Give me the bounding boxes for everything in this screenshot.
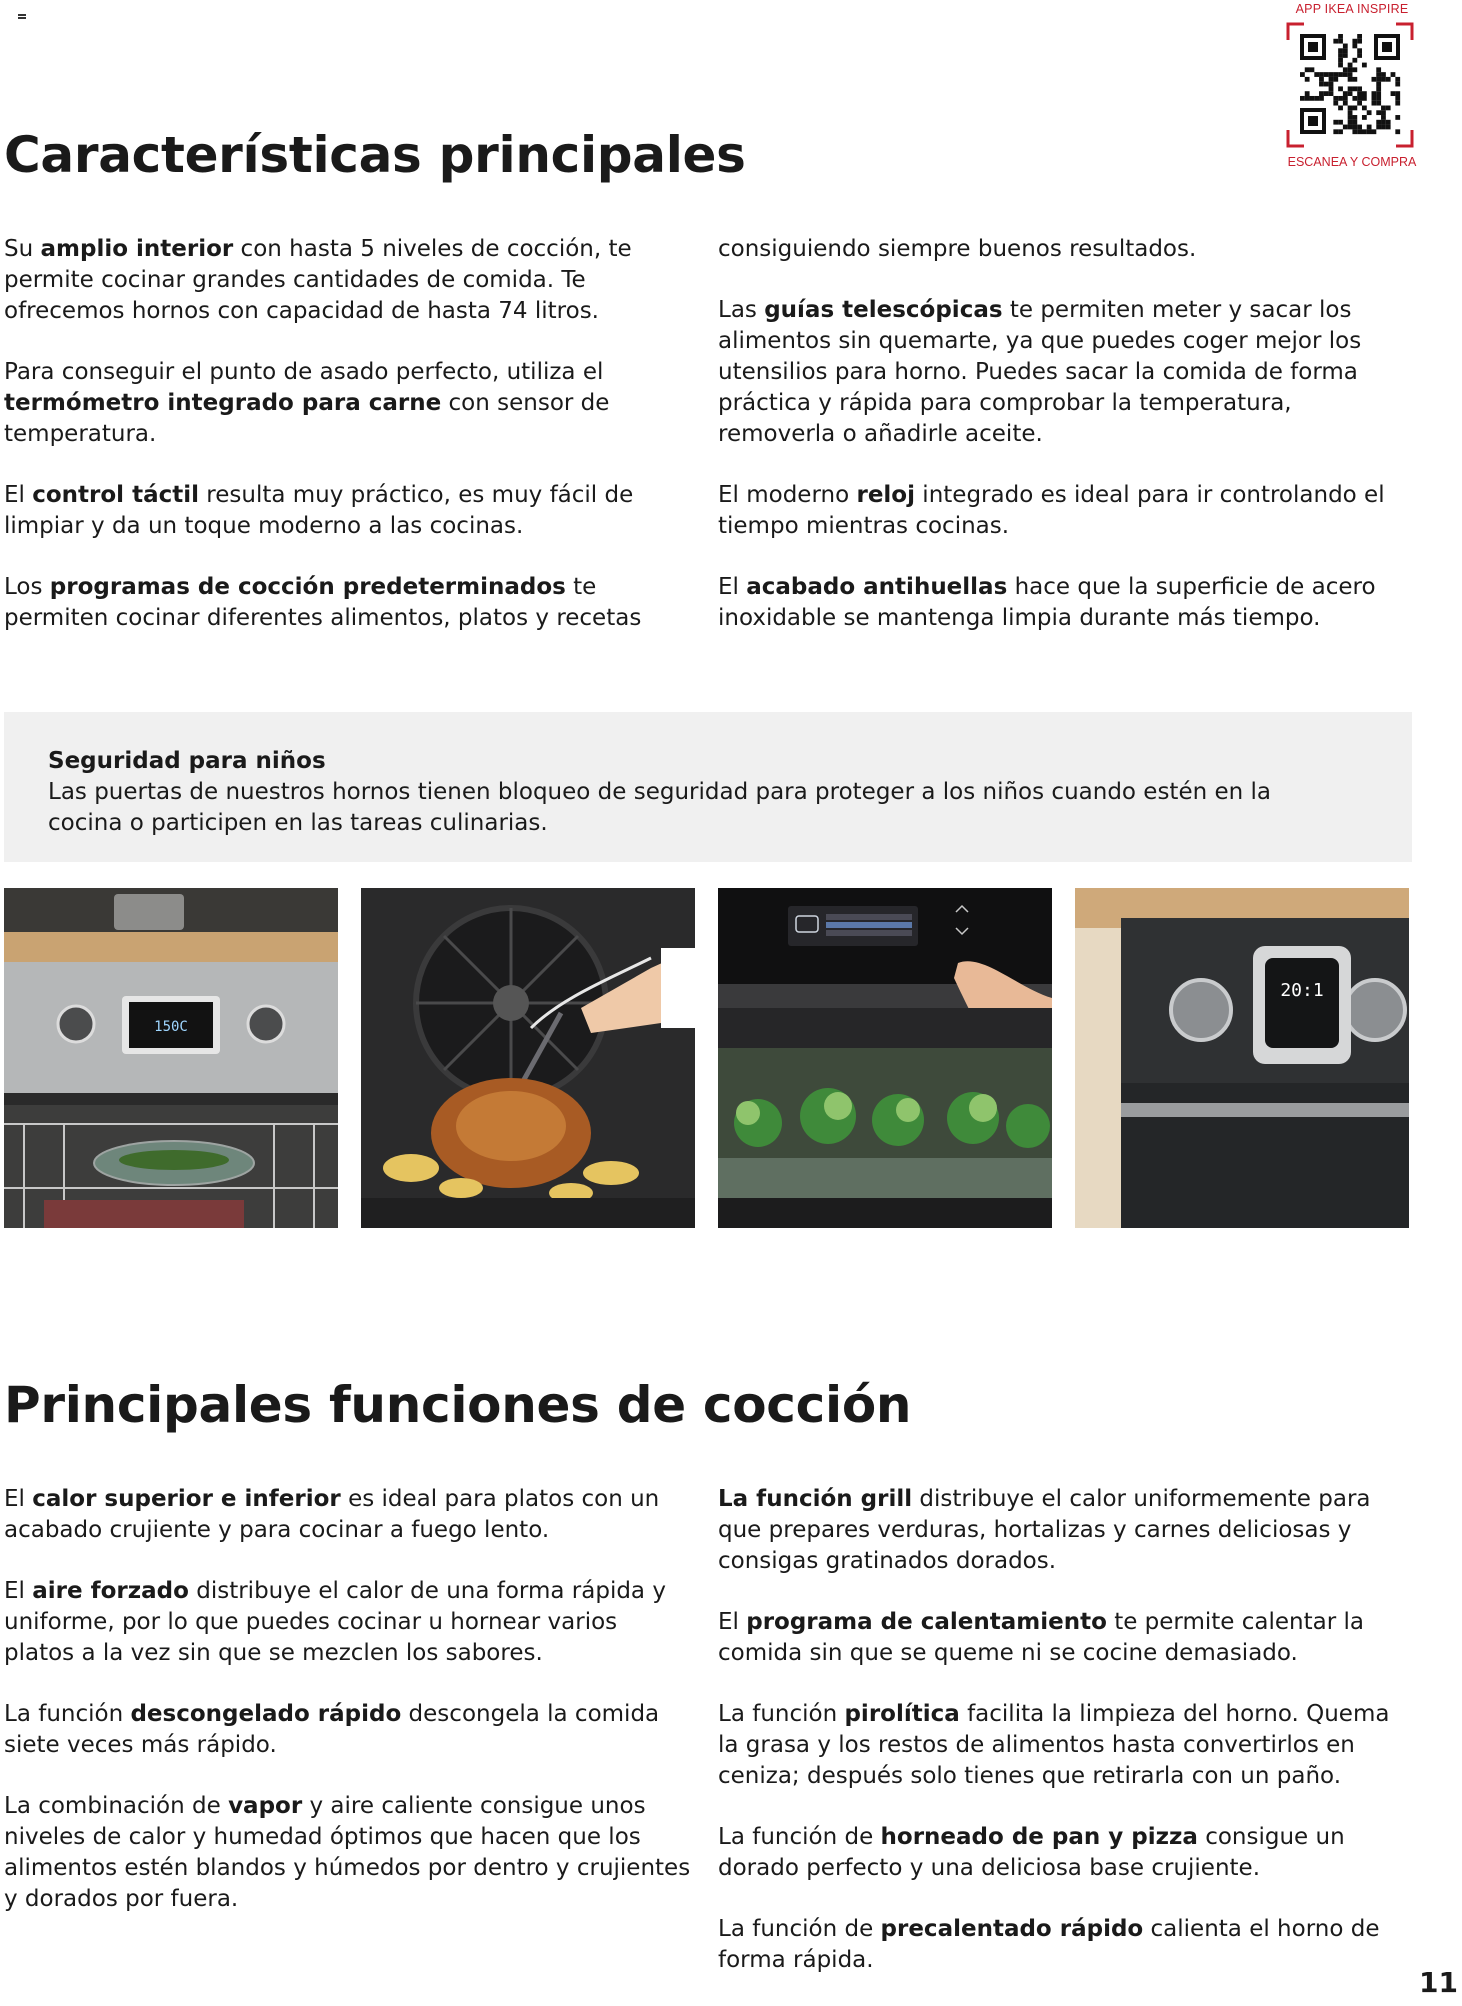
paragraph-text: te permite calentar la comida sin que se queme ni se cocine demasiado. <box>718 1609 1364 1666</box>
touch-control-photo <box>718 888 1052 1228</box>
paragraph-text: El <box>4 482 33 508</box>
paragraph-text: La función <box>4 1701 131 1727</box>
paragraph-text: El moderno <box>718 482 857 508</box>
functions-left-column <box>4 1484 694 1945</box>
paragraph-text: integrado es ideal para ir controlando el tiempo mientras cocinas. <box>718 482 1385 539</box>
features-left-column <box>4 234 694 664</box>
paragraph <box>4 234 694 327</box>
paragraph-emphasis: horneado de pan y pizza <box>880 1824 1198 1850</box>
functions-right-column <box>718 1484 1408 2006</box>
paragraph-emphasis: descongelado rápido <box>130 1701 402 1727</box>
meat-thermometer-photo <box>361 888 695 1228</box>
paragraph-text: resulta muy práctico, es muy fácil de limpiar y da un toque moderno a las cocinas. <box>4 482 634 539</box>
paragraph-text: hace que la superficie de acero inoxidable se mantenga limpia durante más tiempo. <box>718 574 1376 631</box>
paragraph-emphasis: termómetro integrado para carne <box>4 390 442 416</box>
paragraph <box>718 1822 1408 1884</box>
paragraph <box>718 295 1408 450</box>
paragraph <box>4 357 694 450</box>
paragraph-emphasis: vapor <box>228 1793 303 1819</box>
page-number: 11 <box>1419 1966 1458 1999</box>
paragraph-emphasis: precalentado rápido <box>880 1916 1144 1942</box>
paragraph <box>4 572 694 634</box>
paragraph-emphasis: acabado antihuellas <box>746 574 1008 600</box>
paragraph-text: Los <box>4 574 50 600</box>
paragraph-text: Para conseguir el punto de asado perfecto, utiliza el <box>4 359 604 385</box>
paragraph-text: La función de <box>718 1916 881 1942</box>
qr-code-block[interactable] <box>1284 0 1420 175</box>
paragraph <box>718 572 1408 634</box>
paragraph-text: facilita la limpieza del horno. Quema la grasa y los restos de alimentos hasta convertirlos en ceniza; después solo tienes que retirarla con un paño. <box>718 1701 1390 1789</box>
paragraph <box>4 1699 694 1761</box>
paragraph-text: El <box>718 1609 747 1635</box>
paragraph-text: con sensor de temperatura. <box>4 390 610 447</box>
paragraph-text: La función <box>718 1701 845 1727</box>
paragraph-emphasis: aire forzado <box>32 1578 189 1604</box>
paragraph-text: te permiten meter y sacar los alimentos sin quemarte, ya que puedes coger mejor los utensilios para horno. Puedes sacar la comida de forma práctica y rápida para comprobar la temperatura, removerla o añadirle aceite. <box>718 297 1362 447</box>
paragraph-text: es ideal para platos con un acabado crujiente y para cocinar a fuego lento. <box>4 1486 660 1543</box>
oven-clock-readout: 20:1 <box>1280 980 1324 1001</box>
paragraph-emphasis: control táctil <box>32 482 199 508</box>
paragraph <box>718 1914 1408 1976</box>
paragraph-text: El <box>718 574 747 600</box>
paragraph-text: distribuye el calor de una forma rápida y uniforme, por lo que puedes cocinar u hornear varios platos a la vez sin que se mezclen los sabores. <box>4 1578 666 1666</box>
paragraph-emphasis: programa de calentamiento <box>746 1609 1107 1635</box>
paragraph-emphasis: guías telescópicas <box>764 297 1003 323</box>
child-safety-title: Seguridad para niños <box>48 748 326 774</box>
paragraph-text: calienta el horno de forma rápida. <box>718 1916 1380 1973</box>
features-right-column <box>718 234 1408 664</box>
paragraph-text: El <box>4 1578 33 1604</box>
menu-icon[interactable] <box>18 14 26 22</box>
oven-clock-photo <box>1075 888 1409 1228</box>
paragraph-text: y aire caliente consigue unos niveles de calor y humedad óptimos que hacen que los alimentos estén blandos y húmedos por dentro y crujientes y dorados por fuera. <box>4 1793 691 1912</box>
paragraph-text: Las <box>718 297 765 323</box>
paragraph-text: descongela la comida siete veces más rápido. <box>4 1701 660 1758</box>
paragraph-text: consiguiendo siempre buenos resultados. <box>718 236 1197 262</box>
paragraph-text: La función de <box>718 1824 881 1850</box>
child-safety-callout <box>4 712 1412 862</box>
qr-top-label: APP IKEA INSPIRE <box>1295 2 1409 16</box>
oven-display-photo <box>4 888 338 1228</box>
paragraph <box>4 1576 694 1669</box>
paragraph-emphasis: calor superior e inferior <box>32 1486 341 1512</box>
paragraph <box>4 1791 694 1915</box>
paragraph-text: con hasta 5 niveles de cocción, te permite cocinar grandes cantidades de comida. Te ofrecemos hornos con capacidad de hasta 74 litros. <box>4 236 632 324</box>
paragraph-emphasis: programas de cocción predeterminados <box>49 574 566 600</box>
paragraph-text: La combinación de <box>4 1793 229 1819</box>
section-title-features: Características principales <box>4 126 746 184</box>
oven-display-readout: 150C <box>154 1019 188 1035</box>
paragraph <box>4 480 694 542</box>
paragraph <box>4 1484 694 1546</box>
paragraph-text: consigue un dorado perfecto y una deliciosa base crujiente. <box>718 1824 1345 1881</box>
qr-bottom-label: ESCANEA Y COMPRA <box>1287 155 1417 169</box>
paragraph-emphasis: reloj <box>856 482 915 508</box>
child-safety-text: Las puertas de nuestros hornos tienen bloqueo de seguridad para proteger a los niños cuando estén en la cocina o participen en las tareas culinarias. <box>48 779 1272 836</box>
paragraph-text: distribuye el calor uniformemente para que prepares verduras, hortalizas y carnes deliciosas y consigas gratinados dorados. <box>718 1486 1371 1574</box>
qr-code-icon <box>1286 22 1414 148</box>
paragraph <box>718 234 1408 265</box>
paragraph-emphasis: amplio interior <box>40 236 234 262</box>
paragraph <box>718 1699 1408 1792</box>
paragraph <box>718 480 1408 542</box>
paragraph-emphasis: pirolítica <box>844 1701 960 1727</box>
paragraph-text: Su <box>4 236 41 262</box>
paragraph <box>718 1484 1408 1577</box>
paragraph-text: El <box>4 1486 33 1512</box>
section-title-cooking-functions: Principales funciones de cocción <box>4 1376 912 1434</box>
paragraph <box>718 1607 1408 1669</box>
paragraph-emphasis: La función grill <box>718 1486 913 1512</box>
paragraph-text: te permiten cocinar diferentes alimentos, platos y recetas <box>4 574 642 631</box>
